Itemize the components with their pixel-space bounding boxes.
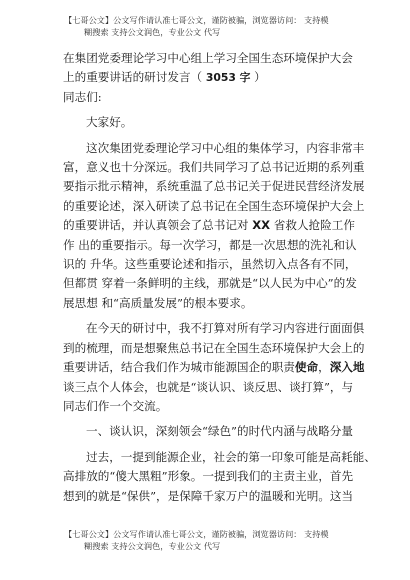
page-footer-note xyxy=(64,529,364,552)
title-line-2: 上的重要讲话的研讨发言（ 3053 字 ） xyxy=(63,70,266,85)
paragraph-line: 的重要讲话，并认真领会了总书记对 XX 省救人抢险工作 xyxy=(63,218,355,233)
footer-line-1: 【七哥公文】公文写作请认准七哥公文，谨防被骗，浏览器访问： 支持模 xyxy=(64,529,329,539)
greeting: 同志们: xyxy=(63,89,102,104)
paragraph-line: 到的梳理，而是想聚焦总书记在全国生态环境保护大会上的 xyxy=(63,340,365,355)
salutation: 大家好。 xyxy=(86,115,133,130)
paragraph-line: 过去，一提到能源企业，社会的第一印象可能是高耗能、 xyxy=(86,449,376,464)
word-count: 3053 字 xyxy=(205,71,251,85)
section-heading-1: 一、谈认识，深刻领会“绿色”的时代内涵与战略分量 xyxy=(86,424,353,439)
paragraph-line: 识的 升华。这些重要论述和指示，虽然切入点各有不同， xyxy=(63,257,357,272)
header-line-2: 糊搜索 支持公文润色，专业公文 代写 xyxy=(84,26,221,37)
paragraph-line: 重要讲话，结合我们作为城市能源国企的职责使命，深入地 xyxy=(63,360,365,375)
paragraph-line: 同志们作一个交流。 xyxy=(63,398,168,413)
paragraph-line: 要指示批示精神，系统重温了总书记关于促进民营经济发展 xyxy=(63,179,365,194)
paragraph-line: 作 出的重要指示。每一次学习，都是一次思想的洗礼和认 xyxy=(63,237,357,252)
paragraph-line: 在今天的研讨中，我不打算对所有学习内容进行面面俱 xyxy=(86,321,365,336)
paragraph-1 xyxy=(63,139,365,314)
paragraph-line: 展思想 和“高质量发展”的根本要求。 xyxy=(63,295,253,310)
document-body xyxy=(63,49,376,506)
paragraph-line: 但都贯 穿着一条鲜明的主线，那就是“以人民为中心”的发 xyxy=(63,276,357,291)
paragraph-line: 高排放的“傻大黑粗”形象。一提到我们的主责主业，首先 xyxy=(63,469,354,484)
paragraph-3 xyxy=(63,448,376,506)
footer-line-2: 糊搜索 支持公文润色，专业公文 代写 xyxy=(84,540,221,551)
paragraph-line: 谈三点个人体会，也就是“谈认识、谈反思、谈打算”，与 xyxy=(63,379,354,394)
paragraph-line: 的重要论述，深入研读了总书记在全国生态环境保护大会上 xyxy=(63,198,365,213)
paragraph-2 xyxy=(63,319,365,416)
document-title xyxy=(63,49,355,88)
paragraph-line: 富，意义也十分深远。我们共同学习了总书记近期的系列重 xyxy=(63,160,365,175)
paragraph-line: 这次集团党委理论学习中心组的集体学习，内容非常丰 xyxy=(86,140,365,155)
paragraph-line: 想到的就是“保供”，是保障千家万户的温暖和光明。这当 xyxy=(63,488,354,503)
title-line-1: 在集团党委理论学习中心组上学习全国生态环境保护大会 xyxy=(63,51,353,65)
header-line-1: 【七哥公文】公文写作请认准七哥公文，谨防被骗，浏览器访问： 支持模 xyxy=(64,15,329,25)
page-header-note xyxy=(64,15,364,38)
